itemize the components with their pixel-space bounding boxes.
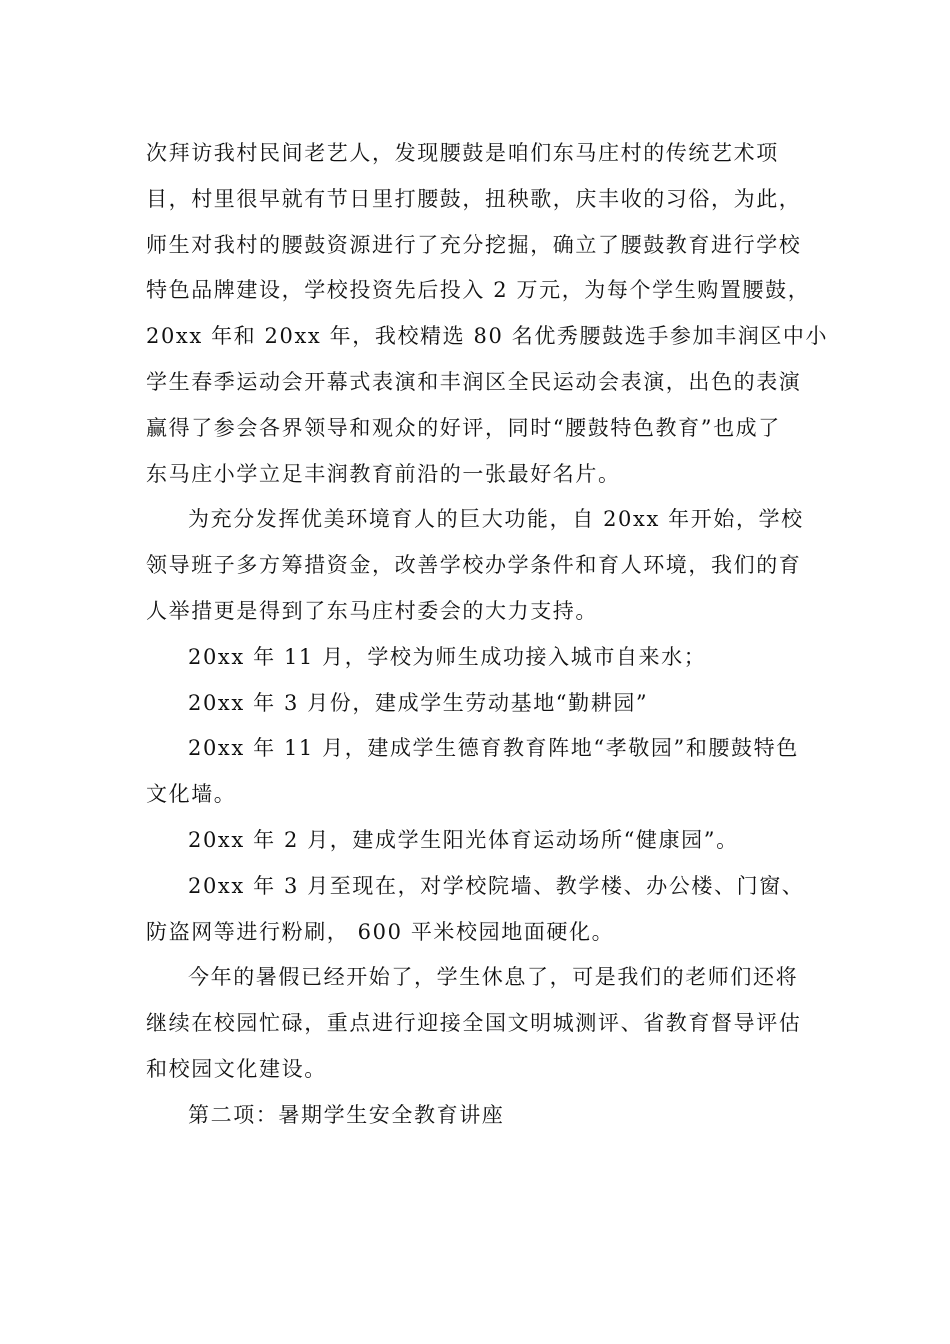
text-line: 和校园文化建设。 [146,1056,327,1081]
text-line: 第二项：暑期学生安全教育讲座 [188,1102,505,1127]
text-line: 学生春季运动会开幕式表演和丰润区全民运动会表演，出色的表演 [146,369,802,394]
paragraph-renovation [146,864,810,956]
paragraph-yaogu-history [146,131,829,497]
text-line: 20xx 年 3 月至现在，对学校院墙、教学楼、办公楼、门窗、 [188,873,805,898]
text-line: 继续在校园忙碌，重点进行迎接全国文明城测评、省教育督导评估 [146,1011,802,1036]
paragraph-sports-field [146,818,810,864]
paragraph-water [146,635,810,681]
text-line: 目，村里很早就有节日里打腰鼓，扭秧歌，庆丰收的习俗，为此， [146,186,802,211]
text-line: 20xx 年 11 月，学校为师生成功接入城市自来水； [188,644,707,669]
text-line: 赢得了参会各界领导和观众的好评，同时“腰鼓特色教育”也成了 [146,415,781,440]
text-line: 文化墙。 [146,782,237,807]
paragraph-moral-base [146,726,810,818]
text-line: 领导班子多方筹措资金，改善学校办学条件和育人环境，我们的育 [146,553,802,578]
section-heading-safety-lecture [146,1093,810,1139]
text-line: 师生对我村的腰鼓资源进行了充分挖掘，确立了腰鼓教育进行学校 [146,232,802,257]
text-line: 为充分发挥优美环境育人的巨大功能，自 20xx 年开始，学校 [188,507,804,532]
text-line: 20xx 年 11 月，建成学生德育教育阵地“孝敬园”和腰鼓特色 [188,736,799,761]
text-line: 20xx 年 2 月，建成学生阳光体育运动场所“健康园”。 [188,827,739,852]
text-line: 次拜访我村民间老艺人，发现腰鼓是咱们东马庄村的传统艺术项 [146,141,779,165]
paragraph-labor-base [146,681,810,727]
text-line: 东马庄小学立足丰润教育前沿的一张最好名片。 [146,461,621,486]
paragraph-summer-work [146,955,810,1092]
text-line: 防盗网等进行粉刷， 600 平米校园地面硬化。 [146,919,615,944]
text-line: 20xx 年 3 月份，建成学生劳动基地“勤耕园” [188,690,649,715]
paragraph-environment [146,497,810,634]
text-line: 人举措更是得到了东马庄村委会的大力支持。 [146,598,598,623]
document-body [146,131,829,1139]
text-line: 特色品牌建设，学校投资先后投入 2 万元，为每个学生购置腰鼓， [146,278,811,303]
text-line: 今年的暑假已经开始了，学生休息了，可是我们的老师们还将 [188,965,799,990]
text-line: 20xx 年和 20xx 年，我校精选 80 名优秀腰鼓选手参加丰润区中小 [146,324,829,349]
